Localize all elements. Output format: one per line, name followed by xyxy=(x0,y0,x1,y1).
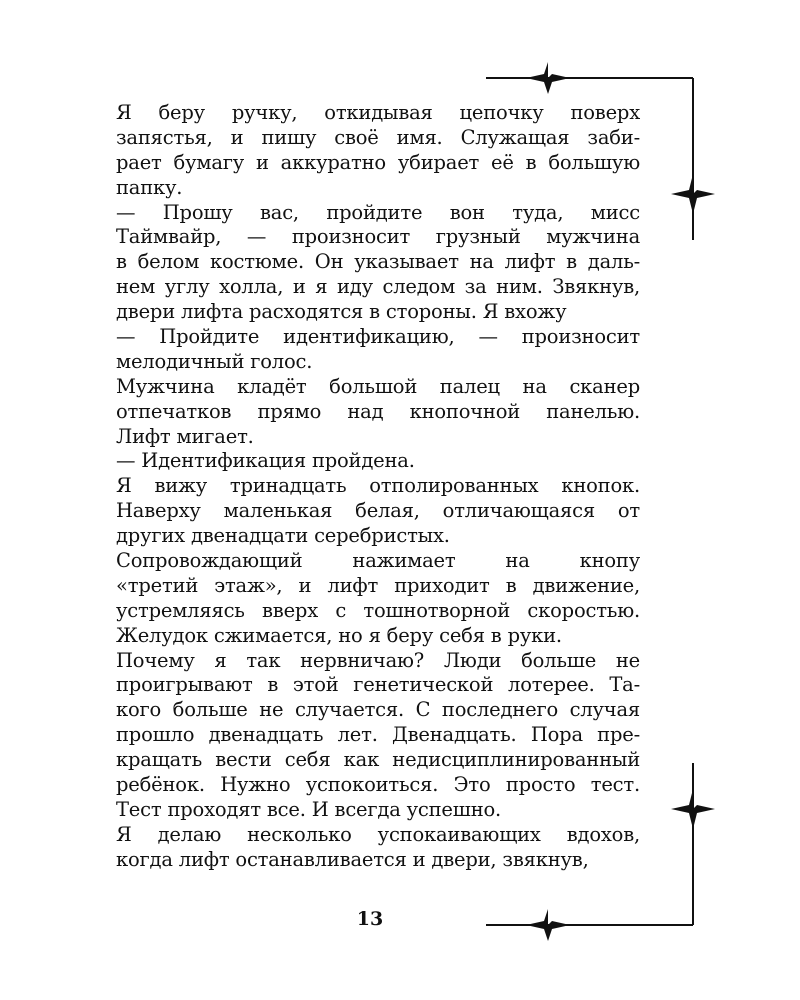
text-line: нем углу холла, и я иду следом за ним. Звякнув, xyxy=(116,275,640,299)
paragraph xyxy=(116,201,640,325)
text-line: Наверху маленькая белая, отличающаяся от xyxy=(116,499,640,523)
text-line: Лифт мигает. xyxy=(116,424,254,448)
text-line: устремляясь вверх с тошнотворной скоростью. xyxy=(116,598,640,622)
text-line: прошло двенадцать лет. Двенадцать. Пора пре- xyxy=(116,723,640,747)
text-line: папку. xyxy=(116,175,183,199)
text-line: Мужчина кладёт большой палец на сканер xyxy=(116,374,640,398)
paragraph xyxy=(116,449,640,474)
text-line: двери лифта расходятся в стороны. Я вхожу xyxy=(116,300,567,324)
star-ornament-top-icon xyxy=(526,62,570,94)
text-line: Таймвайр, — произносит грузный мужчина xyxy=(116,225,640,249)
text-line: запястья, и пишу своё имя. Служащая заби- xyxy=(116,125,640,149)
text-line: рает бумагу и аккуратно убирает её в большую xyxy=(116,150,640,174)
page-number: 13 xyxy=(356,908,384,930)
text-line: кращать вести себя как недисциплинированный xyxy=(116,748,640,772)
paragraph xyxy=(116,101,640,201)
text-line: Почему я так нервничаю? Люди больше не xyxy=(116,648,640,672)
text-line: мелодичный голос. xyxy=(116,349,313,373)
star-ornament-right-upper-icon xyxy=(671,174,715,214)
text-line: Я делаю несколько успокаивающих вдохов, xyxy=(116,822,640,846)
text-line: когда лифт останавливается и двери, звякнув, xyxy=(116,847,589,871)
text-line: — Идентификация пройдена. xyxy=(116,449,415,473)
paragraph xyxy=(116,823,640,873)
paragraph xyxy=(116,325,640,375)
body-text xyxy=(116,101,640,873)
text-line: Я беру ручку, откидывая цепочку поверх xyxy=(116,101,640,124)
text-line: Я вижу тринадцать отполированных кнопок. xyxy=(116,474,640,498)
text-line: «третий этаж», и лифт приходит в движение, xyxy=(116,573,640,597)
text-line: в белом костюме. Он указывает на лифт в даль- xyxy=(116,250,640,274)
paragraph xyxy=(116,375,640,450)
text-line: кого больше не случается. С последнего случая xyxy=(116,698,640,722)
star-ornament-right-lower-icon xyxy=(671,789,715,829)
text-line: — Пройдите идентификацию, — произносит xyxy=(116,325,640,349)
text-line: Тест проходят все. И всегда успешно. xyxy=(116,797,502,821)
text-line: ребёнок. Нужно успокоиться. Это просто тест. xyxy=(116,773,640,797)
text-line: Сопровождающий нажимает на кнопу xyxy=(116,549,640,573)
paragraph xyxy=(116,549,640,649)
paragraph xyxy=(116,474,640,549)
text-line: Желудок сжимается, но я беру себя в руки. xyxy=(116,623,562,647)
text-line: — Прошу вас, пройдите вон туда, мисс xyxy=(116,200,640,224)
paragraph xyxy=(116,649,640,823)
text-line: проигрывают в этой генетической лотерее. Та- xyxy=(116,673,640,697)
text-line: других двенадцати серебристых. xyxy=(116,524,450,548)
text-line: отпечатков прямо над кнопочной панелью. xyxy=(116,399,640,423)
